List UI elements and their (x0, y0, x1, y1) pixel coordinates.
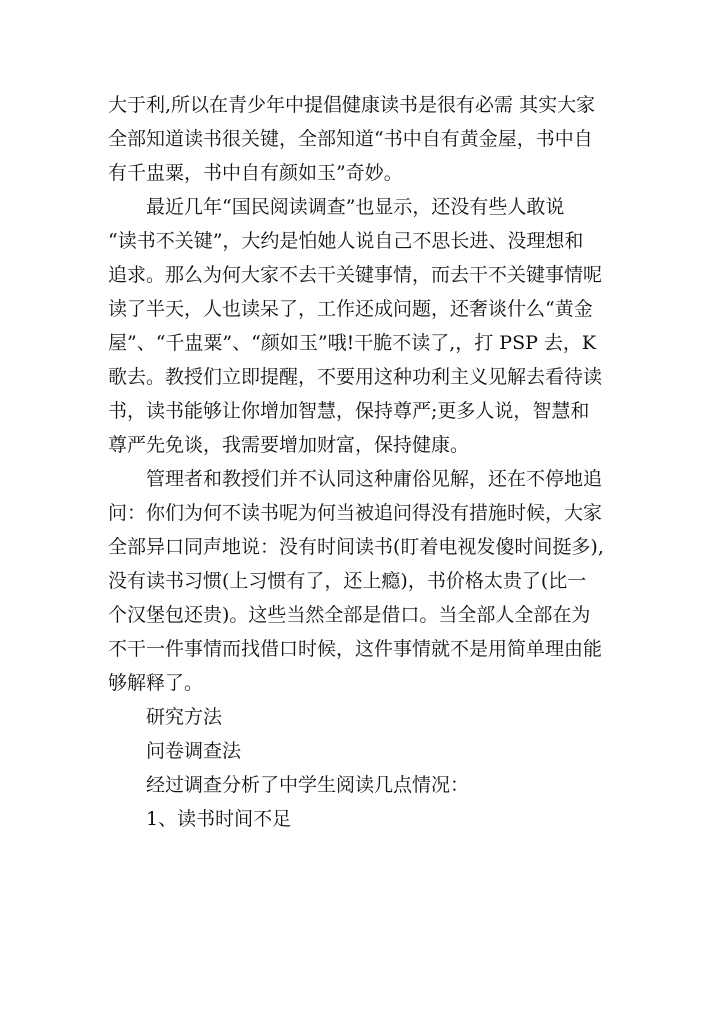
text-line: 大于利,所以在青少年中提倡健康读书是很有必需 其实大家 (108, 94, 596, 116)
text-line: 歌去。教授们立即提醒，不要用这种功利主义见解去看待读 (108, 366, 603, 388)
text-line: 没有读书习惯(上习惯有了，还上瘾)，书价格太贵了(比一 (108, 570, 587, 592)
text-line: 问：你们为何不读书呢为何当被追问得没有措施时候，大家 (108, 502, 603, 524)
text-line: 管理者和教授们并不认同这种庸俗见解，还在不停地追 (146, 468, 603, 490)
text-line: 读了半天，人也读呆了，工作还成问题，还奢谈什么“黄金 (108, 298, 593, 320)
text-line: 屋”、“千盅粟”、“颜如玉”哦!干脆不读了,，打 PSP 去，K (108, 332, 597, 354)
paragraph-2 (108, 190, 624, 462)
text-line: 全部知道读书很关键，全部知道“书中自有黄金屋，书中自 (108, 128, 593, 150)
text-line: 个汉堡包还贵)。这些当然全部是借口。当全部人全部在为 (108, 604, 591, 626)
text-line: 够解释了。 (108, 672, 204, 694)
section-heading-questionnaire: 问卷调查法 (146, 740, 242, 762)
paragraph-1 (108, 88, 624, 190)
text-line: 书，读书能够让你增加智慧，保持尊严;更多人说，智慧和 (108, 400, 590, 422)
list-item-heading: 1、读书时间不足 (146, 808, 292, 830)
text-line: 全部异口同声地说：没有时间读书(盯着电视发傻时间挺多), (108, 536, 604, 558)
section-headings (108, 700, 624, 836)
text-line: “读书不关键”，大约是怕她人说自己不思长进、没理想和 (108, 230, 584, 252)
text-line: 追求。那么为何大家不去干关键事情，而去干不关键事情呢 (108, 264, 603, 286)
text-line: 最近几年“国民阅读调查”也显示，还没有些人敢说 (146, 196, 565, 218)
paragraph-3 (108, 462, 624, 700)
section-heading-research-method: 研究方法 (146, 706, 223, 728)
text-line: 尊严先免谈，我需要增加财富，保持健康。 (108, 434, 470, 456)
section-intro-text: 经过调查分析了中学生阅读几点情况： (146, 774, 470, 796)
document-body (108, 88, 624, 836)
text-line: 不干一件事情而找借口时候，这件事情就不是用简单理由能 (108, 638, 603, 660)
text-line: 有千盅粟，书中自有颜如玉”奇妙。 (108, 162, 403, 184)
